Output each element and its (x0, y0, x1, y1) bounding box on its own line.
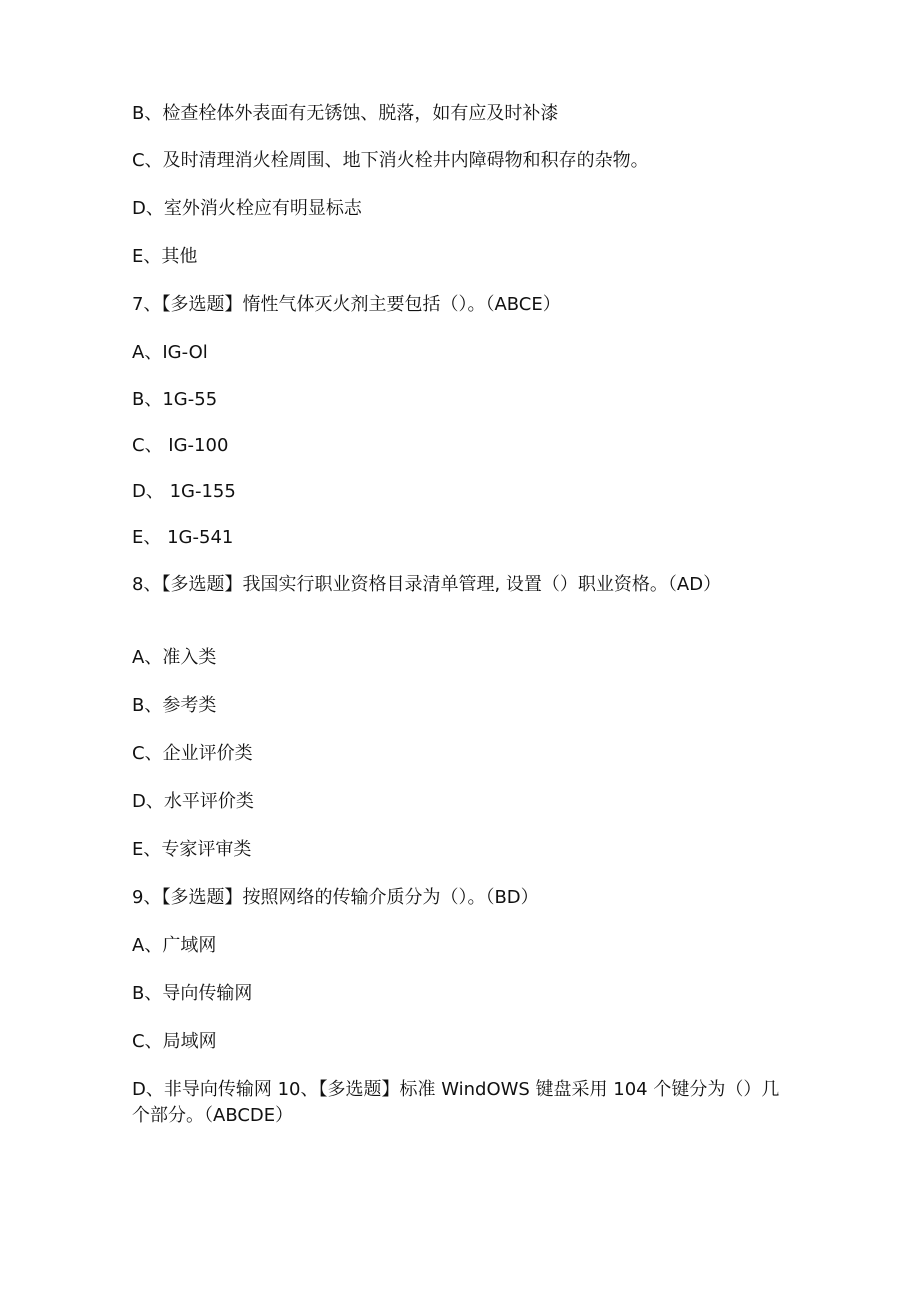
q9-option-a: A、广域网 (132, 935, 217, 956)
q8-option-b: B、参考类 (132, 695, 217, 716)
option-d-line: D、室外消火栓应有明显标志 (132, 198, 362, 219)
option-c-line: C、及时清理消火栓周围、地下消火栓井内障碍物和积存的杂物。 (132, 150, 649, 171)
q7-option-b: B、1G-55 (132, 389, 218, 410)
question-9: 9、【多选题】按照网络的传输介质分为（）。（BD） (132, 887, 539, 908)
q8-option-a: A、准入类 (132, 647, 217, 668)
q9-option-c: C、局域网 (132, 1031, 217, 1052)
q7-option-a: A、IG-Ol (132, 342, 208, 363)
q7-option-d: D、 1G-155 (132, 481, 236, 502)
q9-option-d-and-question-10: D、非导向传输网 10、【多选题】标准 WindOWS 键盘采用 104 个键分为（）几个部分。（ABCDE） (132, 1079, 780, 1126)
q9-option-b: B、导向传输网 (132, 983, 253, 1004)
q8-option-e: E、专家评审类 (132, 839, 252, 860)
question-8: 8、【多选题】我国实行职业资格目录清单管理, 设置（）职业资格。（AD） (132, 574, 722, 595)
q8-option-d: D、水平评价类 (132, 791, 254, 812)
q8-option-c: C、企业评价类 (132, 743, 253, 764)
q7-option-c: C、 IG-100 (132, 435, 229, 456)
q7-option-e: E、 1G-541 (132, 527, 234, 548)
option-b-line: B、检查栓体外表面有无锈蚀、脱落，如有应及时补漆 (132, 103, 559, 124)
option-e-line: E、其他 (132, 246, 198, 267)
question-7: 7、【多选题】惰性气体灭火剂主要包括（）。（ABCE） (132, 294, 561, 315)
